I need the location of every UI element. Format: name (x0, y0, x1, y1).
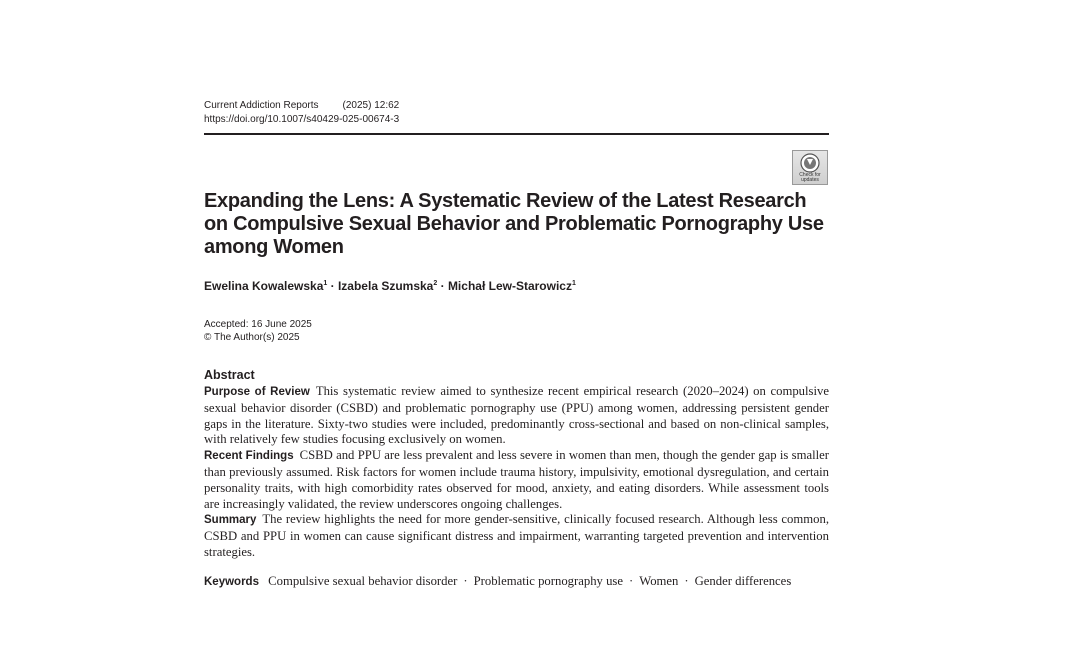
author-separator: · (327, 279, 338, 293)
section-text: The review highlights the need for more gender-sensitive, clinically focused research. Although less common, CSBD and PPU in women can cause significant distress and impairment, warranting targeted prevention and intervention strategies. (204, 512, 829, 559)
article-title: Expanding the Lens: A Systematic Review of the Latest Research on Compulsive Sexual Behavior and Problematic Pornography Use among Women (204, 190, 824, 258)
keyword[interactable]: Gender differences (694, 574, 792, 588)
keyword-separator: · (463, 574, 468, 588)
check-for-updates-button[interactable] (792, 150, 828, 185)
journal-name: Current Addiction Reports (204, 100, 319, 111)
journal-header (204, 99, 399, 127)
abstract-section (204, 448, 829, 512)
copyright-notice: © The Author(s) 2025 (204, 332, 300, 343)
crossmark-icon (800, 153, 820, 173)
article-dates (204, 318, 312, 344)
keyword[interactable]: Problematic pornography use (473, 574, 623, 588)
author-affiliation: 1 (571, 280, 576, 287)
section-label: Summary (204, 514, 257, 527)
accepted-date: Accepted: 16 June 2025 (204, 319, 312, 330)
section-label: Purpose of Review (204, 386, 310, 398)
author-name[interactable]: Michał Lew-Starowicz (447, 279, 572, 293)
keyword[interactable]: Compulsive sexual behavior disorder (268, 574, 458, 588)
badge-label-line1: Check for (799, 172, 821, 178)
keywords-label: Keywords (204, 576, 259, 588)
badge-label-line2: updates (801, 177, 819, 183)
section-label: Recent Findings (204, 450, 294, 463)
doi-link[interactable]: https://doi.org/10.1007/s40429-025-00674-3 (204, 114, 400, 125)
abstract-section (204, 384, 829, 448)
keyword-separator: · (629, 574, 634, 588)
abstract-heading: Abstract (204, 368, 255, 382)
journal-volume: (2025) 12:62 (342, 100, 400, 111)
author-name[interactable]: Izabela Szumska (337, 279, 434, 293)
author-name[interactable]: Ewelina Kowalewska (204, 279, 324, 293)
author-list (204, 279, 576, 293)
section-text: This systematic review aimed to synthesize recent empirical research (2020–2024) on compulsive sexual behavior disorder (CSBD) and problematic pornography use (PPU) among women, addressing persistent gender gaps in the literature. Sixty-two studies were included, predominantly cross-sectional and based on non-clinical samples, with relatively few studies focusing exclusively on women. (204, 384, 829, 447)
keyword-separator: · (684, 574, 689, 588)
abstract-section (204, 512, 829, 560)
author-separator: · (437, 279, 448, 293)
header-divider (204, 133, 829, 135)
author-affiliation: 2 (433, 280, 438, 287)
abstract-body (204, 384, 829, 561)
section-text: CSBD and PPU are less prevalent and less severe in women than men, though the gender gap is smaller than previously assumed. Risk factors for women include trauma history, impulsivity, emotional dysregulation, and certain personality traits, with high comorbidity rates observed for mood, anxiety, and eating disorders. While assessment tools are increasingly validated, the review underscores ongoing challenges. (204, 448, 829, 511)
author-affiliation: 1 (323, 280, 328, 287)
keywords (204, 574, 791, 589)
keyword[interactable]: Women (639, 574, 679, 588)
